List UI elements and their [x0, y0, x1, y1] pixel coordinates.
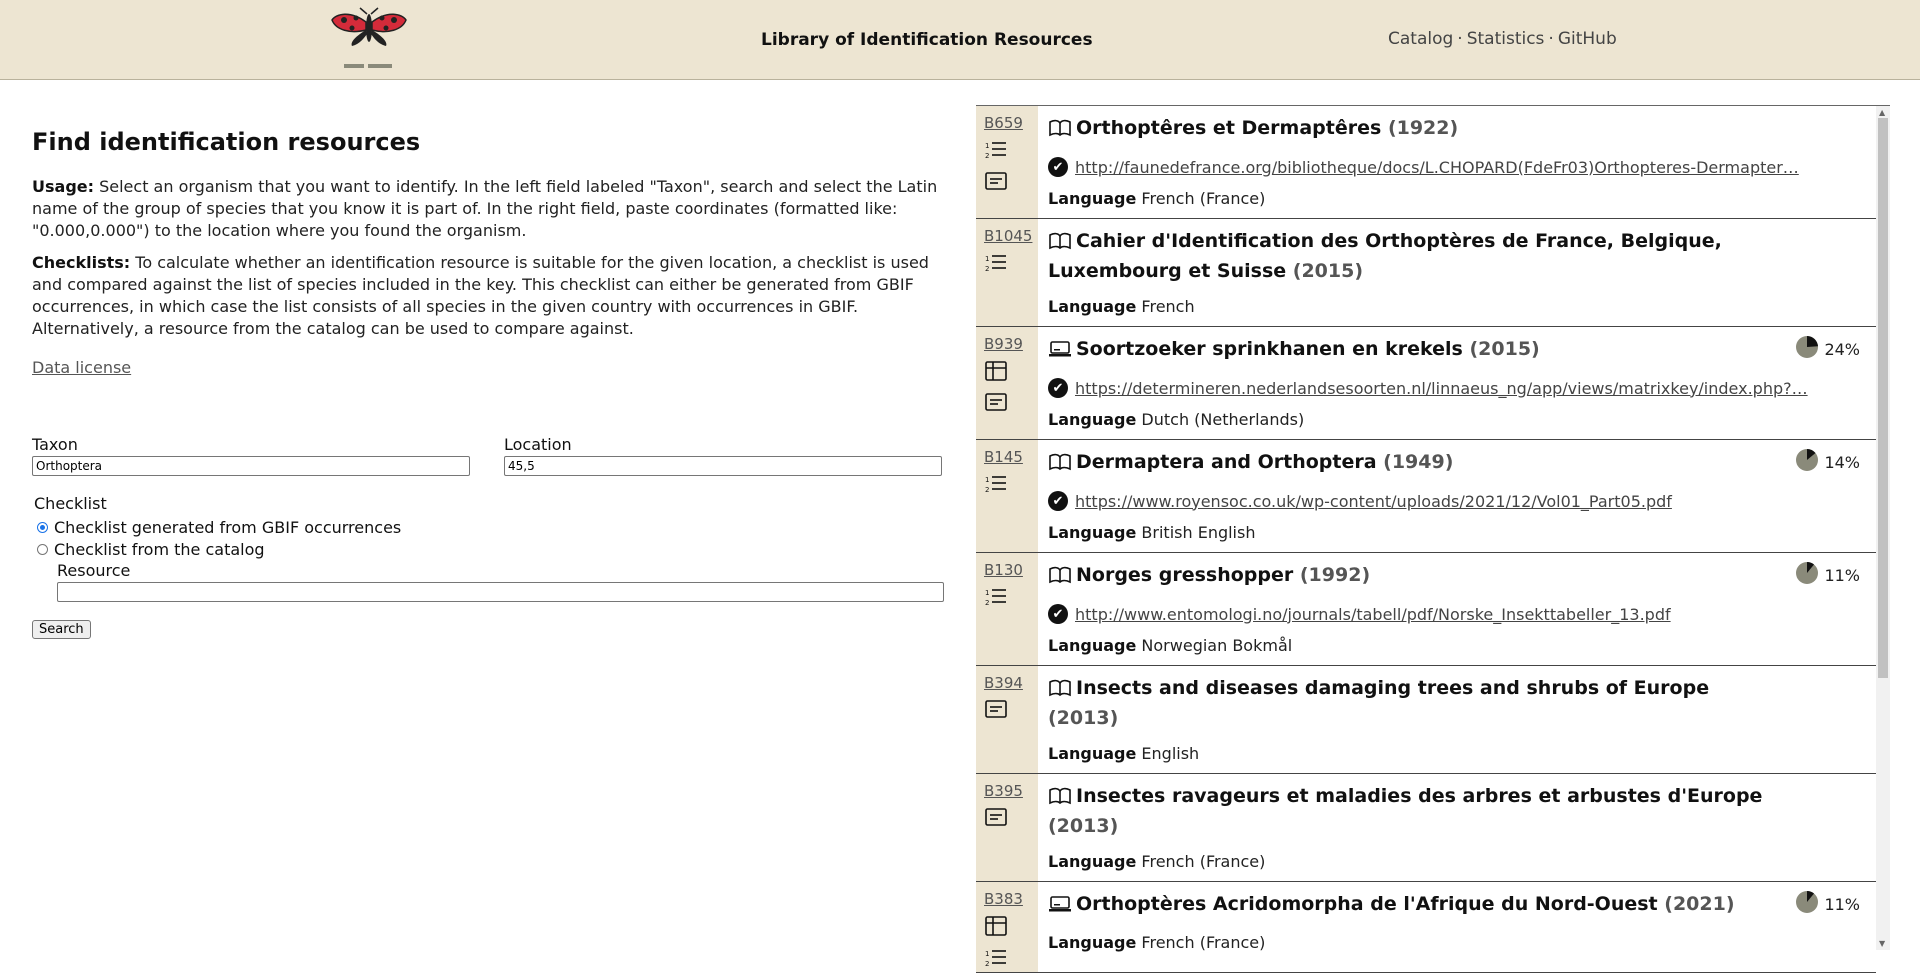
scroll-down-icon[interactable]: ▼ — [1879, 939, 1886, 948]
result-title — [1048, 891, 1868, 921]
result-id-link[interactable]: B130 — [984, 561, 1023, 579]
search-panel — [32, 80, 944, 637]
check-circle-icon: ✔ — [1048, 157, 1068, 177]
book-icon — [1048, 786, 1072, 813]
result-id-column — [976, 882, 1038, 972]
result-url-line — [1048, 157, 1868, 177]
language-label: Language — [1048, 523, 1137, 542]
svg-text:1: 1 — [985, 476, 990, 484]
language-label: Language — [1048, 852, 1137, 871]
result-url-link[interactable]: https://determineren.nederlandsesoorten.nl/linnaeus_ng/app/views/matrixkey/index.php?… — [1075, 378, 1808, 398]
result-id-link[interactable]: B939 — [984, 335, 1023, 353]
language-value: French (France) — [1141, 189, 1266, 208]
book-icon — [1048, 565, 1072, 592]
result-body — [1038, 774, 1876, 881]
resource-label: Resource — [57, 561, 131, 580]
result-url-line — [1048, 491, 1868, 511]
location-input[interactable] — [504, 456, 942, 476]
key-icon — [985, 474, 1038, 498]
key-icon — [985, 253, 1038, 277]
pie-chart-icon — [1796, 449, 1824, 475]
result-url-link[interactable]: https://www.royensoc.co.uk/wp-content/uploads/2021/12/Vol01_Part05.pdf — [1075, 491, 1672, 511]
pie-chart-icon — [1796, 336, 1824, 362]
checklists-label: Checklists: — [32, 253, 131, 272]
result-title-text: Cahier d'Identification des Orthoptères de France, Belgique, Luxembourg et Suisse — [1048, 230, 1722, 282]
result-language — [1048, 523, 1868, 542]
matrix-icon — [985, 916, 1038, 940]
result-title-text: Soortzoeker sprinkhanen en krekels — [1076, 338, 1463, 360]
svg-text:2: 2 — [985, 486, 990, 494]
checklist-group — [34, 494, 401, 560]
coverage-percent: 14% — [1824, 452, 1860, 472]
language-value: Dutch (Netherlands) — [1141, 410, 1305, 429]
pie-chart-icon — [1796, 562, 1824, 588]
result-language — [1048, 297, 1868, 316]
usage-label: Usage: — [32, 177, 95, 196]
site-header — [0, 0, 1920, 80]
radio-catalog[interactable] — [37, 544, 48, 555]
svg-text:2: 2 — [985, 960, 990, 968]
result-id-link[interactable]: B395 — [984, 782, 1023, 800]
results-scrollbar[interactable] — [1876, 106, 1890, 950]
result-row — [976, 440, 1876, 553]
language-label: Language — [1048, 636, 1137, 655]
taxon-field-group — [32, 435, 470, 476]
result-language — [1048, 852, 1868, 871]
result-row — [976, 106, 1876, 219]
book-icon — [1048, 118, 1072, 145]
top-nav — [1388, 29, 1617, 49]
result-year: (2021) — [1664, 893, 1735, 915]
language-value: English — [1141, 744, 1200, 763]
radio-gbif[interactable] — [37, 522, 48, 533]
result-title-text: Dermaptera and Orthoptera — [1076, 451, 1377, 473]
result-id-column — [976, 219, 1038, 326]
result-id-link[interactable]: B394 — [984, 674, 1023, 692]
result-body — [1038, 553, 1876, 665]
language-label: Language — [1048, 410, 1137, 429]
description-icon — [985, 393, 1038, 415]
location-field-group — [504, 435, 942, 476]
result-body — [1038, 327, 1876, 439]
result-title-text: Insects and diseases damaging trees and shrubs of Europe — [1076, 677, 1710, 699]
location-label: Location — [504, 435, 572, 454]
result-id-column — [976, 553, 1038, 665]
resource-input[interactable] — [57, 582, 944, 602]
result-id-column — [976, 666, 1038, 773]
coverage-indicator — [1796, 449, 1860, 475]
checklist-option-catalog[interactable] — [34, 538, 401, 560]
result-year: (2015) — [1292, 260, 1364, 282]
result-row — [976, 666, 1876, 774]
result-body — [1038, 666, 1876, 773]
nav-catalog[interactable]: Catalog — [1388, 29, 1454, 49]
result-row — [976, 774, 1876, 882]
result-id-column — [976, 106, 1038, 218]
nav-github[interactable]: GitHub — [1557, 29, 1617, 49]
svg-text:2: 2 — [985, 265, 990, 273]
coverage-indicator — [1796, 336, 1860, 362]
language-label: Language — [1048, 297, 1137, 316]
checklists-paragraph — [32, 252, 944, 340]
svg-text:1: 1 — [985, 950, 990, 958]
result-year: (2013) — [1048, 815, 1119, 837]
result-year: (1992) — [1299, 564, 1371, 586]
nav-separator: · — [1548, 29, 1554, 49]
result-id-link[interactable]: B383 — [984, 890, 1023, 908]
description-icon — [985, 172, 1038, 194]
language-value: French (France) — [1141, 852, 1266, 871]
result-id-link[interactable]: B145 — [984, 448, 1023, 466]
result-body — [1038, 106, 1876, 218]
key-icon — [985, 948, 1038, 972]
result-id-column — [976, 327, 1038, 439]
result-row — [976, 219, 1876, 327]
result-year: (1949) — [1383, 451, 1454, 473]
matrix-icon — [985, 361, 1038, 385]
result-title — [1048, 783, 1868, 840]
result-id-link[interactable]: B659 — [984, 114, 1023, 132]
result-row — [976, 553, 1876, 666]
coverage-percent: 24% — [1824, 339, 1860, 359]
result-title-text: Norges gresshopper — [1076, 564, 1294, 586]
coverage-indicator — [1796, 891, 1860, 917]
usage-text: Select an organism that you want to identify. In the left field labeled "Taxon", search and select the Latin name of the group of species that you know it is part of. In the right field, paste coordinates (formatted like: "0.000,0.000") to the location where you found the organism. — [32, 177, 938, 240]
result-title-text: Orthoptères Acridomorpha de l'Afrique du Nord-Ouest — [1076, 893, 1658, 915]
result-row — [976, 327, 1876, 440]
results-rows — [976, 106, 1876, 973]
result-title — [1048, 449, 1868, 479]
check-circle-icon: ✔ — [1048, 491, 1068, 511]
search-button[interactable]: Search — [32, 620, 91, 639]
nav-statistics[interactable]: Statistics — [1466, 29, 1545, 49]
result-title — [1048, 336, 1868, 366]
result-body — [1038, 440, 1876, 552]
result-body — [1038, 882, 1876, 972]
language-value: French (France) — [1141, 933, 1266, 952]
data-license-link[interactable]: Data license — [32, 358, 132, 377]
result-language — [1048, 410, 1868, 429]
result-url-link[interactable]: http://faunedefrance.org/bibliotheque/docs/L.CHOPARD(FdeFr03)Orthopteres-Dermapter… — [1075, 157, 1799, 177]
book-icon — [1048, 231, 1072, 258]
language-value: British English — [1141, 523, 1256, 542]
result-language — [1048, 933, 1868, 952]
key-icon — [985, 587, 1038, 611]
resource-field-group — [57, 561, 944, 602]
results-list — [976, 105, 1890, 968]
language-value: Norwegian Bokmål — [1141, 636, 1293, 655]
checklist-label: Checklist — [34, 494, 107, 513]
result-language — [1048, 189, 1868, 208]
computer-icon — [1048, 339, 1072, 366]
scroll-up-icon[interactable]: ▲ — [1879, 108, 1886, 117]
page-title: Find identification resources — [32, 128, 421, 156]
pie-chart-icon — [1796, 891, 1824, 917]
taxon-label: Taxon — [32, 435, 78, 454]
computer-icon — [1048, 894, 1072, 921]
result-title — [1048, 228, 1868, 285]
language-label: Language — [1048, 744, 1137, 763]
scrollbar-thumb[interactable] — [1878, 118, 1888, 678]
svg-text:1: 1 — [985, 589, 990, 597]
book-icon — [1048, 678, 1072, 705]
result-title-text: Orthoptêres et Dermaptêres — [1076, 117, 1382, 139]
coverage-percent: 11% — [1824, 565, 1860, 585]
result-title — [1048, 675, 1868, 732]
description-icon — [985, 700, 1038, 722]
coverage-indicator — [1796, 562, 1860, 588]
result-url-line — [1048, 604, 1868, 624]
result-year: (1922) — [1387, 117, 1459, 139]
svg-text:2: 2 — [985, 152, 990, 160]
result-row — [976, 882, 1876, 973]
key-icon — [985, 140, 1038, 164]
nav-separator: · — [1457, 29, 1463, 49]
result-id-column — [976, 440, 1038, 552]
result-id-column — [976, 774, 1038, 881]
checklists-text: To calculate whether an identification resource is suitable for the given location, a checklist is used and compared against the list of species included in the key. This checklist can either be generated from GBIF occurrences, in which case the list consists of all species in the given country with occurrences in GBIF. Alternatively, a resource from the catalog can be used to compare against. — [32, 253, 929, 338]
usage-paragraph — [32, 176, 944, 242]
moth-logo-icon[interactable] — [330, 8, 408, 72]
result-title — [1048, 562, 1868, 592]
taxon-input[interactable] — [32, 456, 470, 476]
language-value: French — [1141, 297, 1195, 316]
check-circle-icon: ✔ — [1048, 378, 1068, 398]
result-year: (2015) — [1469, 338, 1540, 360]
book-icon — [1048, 452, 1072, 479]
result-id-link[interactable]: B1045 — [984, 227, 1033, 245]
result-language — [1048, 636, 1868, 655]
result-year: (2013) — [1048, 707, 1119, 729]
result-language — [1048, 744, 1868, 763]
svg-text:2: 2 — [985, 599, 990, 607]
svg-text:1: 1 — [985, 255, 990, 263]
language-label: Language — [1048, 933, 1137, 952]
site-title: Library of Identification Resources — [761, 30, 1093, 50]
result-title — [1048, 115, 1868, 145]
coverage-percent: 11% — [1824, 894, 1860, 914]
checklist-option-catalog-label: Checklist from the catalog — [54, 539, 265, 559]
language-label: Language — [1048, 189, 1137, 208]
svg-text:1: 1 — [985, 142, 990, 150]
result-title-text: Insectes ravageurs et maladies des arbres et arbustes d'Europe — [1076, 785, 1763, 807]
checklist-option-gbif-label: Checklist generated from GBIF occurrences — [54, 517, 402, 537]
result-url-line — [1048, 378, 1868, 398]
result-body — [1038, 219, 1876, 326]
result-url-link[interactable]: http://www.entomologi.no/journals/tabell/pdf/Norske_Insekttabeller_13.pdf — [1075, 604, 1671, 624]
description-icon — [985, 808, 1038, 830]
checklist-option-gbif[interactable] — [34, 516, 401, 538]
check-circle-icon: ✔ — [1048, 604, 1068, 624]
